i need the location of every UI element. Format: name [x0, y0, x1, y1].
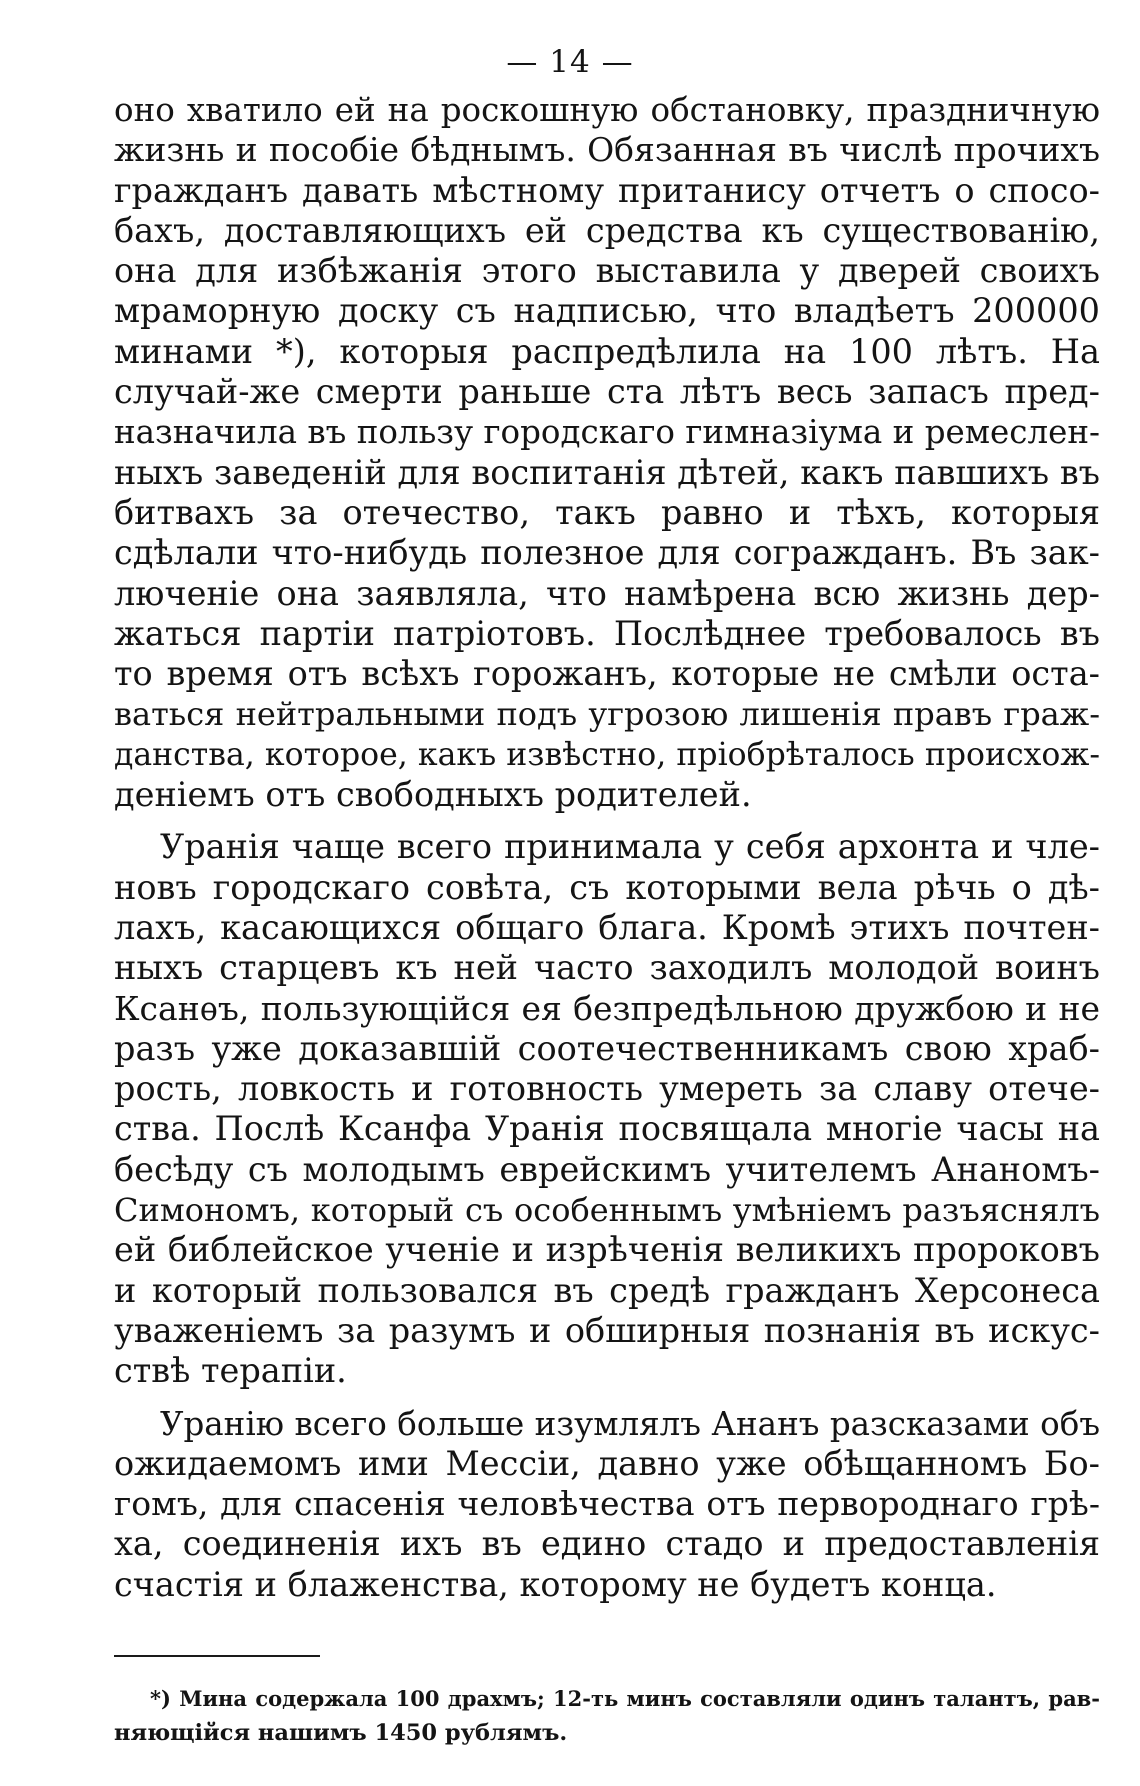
text-line: ха, соединенія ихъ въ едино стадо и предоставленія [114, 1524, 1100, 1564]
text-line: жизнь и пособіе бѣднымъ. Обязанная въ числѣ прочихъ [114, 130, 1100, 170]
text-line: то время отъ всѣхъ горожанъ, которые не смѣли оста- [114, 654, 1100, 694]
text-line: жаться партіи патріотовъ. Послѣднее требовалось въ [114, 613, 1100, 653]
text-line: сдѣлали что-нибудь полезное для согражданъ. Въ зак- [114, 533, 1100, 573]
text-line: новъ городскаго совѣта, съ которыми вела рѣчь о дѣ- [114, 867, 1100, 907]
text-line: она для избѣжанія этого выставила у дверей своихъ [114, 251, 1100, 291]
page-number: — 14 — [506, 44, 634, 80]
text-line: Уранію всего больше изумлялъ Ананъ разсказами объ [160, 1404, 1100, 1443]
body-text [114, 90, 1100, 1605]
text-line: бесѣду съ молодымъ еврейскимъ учителемъ Ананомъ- [114, 1149, 1100, 1189]
text-line: случай-же смерти раньше ста лѣтъ весь запасъ пред- [114, 372, 1100, 412]
text-line: бахъ, доставляющихъ ей средства къ существованію, [114, 210, 1100, 250]
paragraph-2 [114, 827, 1100, 1391]
footnote [114, 1682, 1100, 1750]
text-line: лахъ, касающихся общаго блага. Кромѣ этихъ почтен- [114, 907, 1100, 947]
paragraph-3 [114, 1404, 1100, 1605]
paragraph-1 [114, 90, 1100, 815]
text-line: люченіе она заявляла, что намѣрена всю жизнь дер- [114, 573, 1100, 613]
text-line: мраморную доску съ надписью, что владѣетъ 200000 [114, 291, 1100, 331]
text-line: минами *), которыя распредѣлила на 100 лѣтъ. На [114, 331, 1100, 371]
text-line: рость, ловкость и готовность умереть за славу отече- [114, 1069, 1100, 1109]
text-line: ожидаемомъ ими Мессіи, давно уже обѣщанномъ Бо- [114, 1443, 1100, 1483]
text-line: битвахъ за отечество, такъ равно и тѣхъ, которыя [114, 492, 1100, 532]
text-line: назначила въ пользу городскаго гимназіума и ремеслен- [114, 413, 1100, 452]
text-line: ствѣ терапіи. [114, 1351, 347, 1391]
text-line: и который пользовался въ средѣ гражданъ Херсонеса [114, 1270, 1100, 1310]
text-line: разъ уже доказавшій соотечественникамъ свою храб- [114, 1028, 1100, 1068]
paragraph-gap [114, 1392, 1100, 1404]
text-line: Ксанѳъ, пользующійся ея безпредѣльною дружбою и не [114, 988, 1100, 1028]
text-line: ныхъ заведеній для воспитанія дѣтей, какъ павшихъ въ [114, 452, 1100, 492]
text-line: данства, которое, какъ извѣстно, пріобрѣталось происхож- [114, 736, 1100, 773]
text-line: гомъ, для спасенія человѣчества отъ первороднаго грѣ- [114, 1484, 1100, 1524]
text-line: деніемъ отъ свободныхъ родителей. [114, 775, 752, 815]
text-line: ей библейское ученіе и изрѣченія великихъ пророковъ [114, 1230, 1100, 1270]
footnote-line: *) Мина содержала 100 драхмъ; 12-ть минъ составляли одинъ талантъ, рав- [150, 1686, 1100, 1711]
text-line: Уранія чаще всего принимала у себя архонта и чле- [160, 827, 1100, 867]
footnote-divider [114, 1655, 320, 1657]
text-line: ваться нейтральными подъ угрозою лишенія правъ граж- [114, 695, 1100, 734]
text-line: ства. Послѣ Ксанфа Уранія посвящала многіе часы на [114, 1109, 1100, 1149]
text-line: уваженіемъ за разумъ и обширныя познанія въ искус- [114, 1310, 1100, 1350]
text-line: счастія и блаженства, которому не будетъ конца. [114, 1564, 997, 1604]
paragraph-gap [114, 815, 1100, 827]
text-line: оно хватило ей на роскошную обстановку, праздничную [114, 91, 1100, 129]
text-line: гражданъ давать мѣстному пританису отчетъ о спосо- [114, 170, 1100, 210]
text-line: ныхъ старцевъ къ ней часто заходилъ молодой воинъ [114, 948, 1100, 988]
footnote-line: няющійся нашимъ 1450 рублямъ. [114, 1720, 568, 1746]
text-line: Симономъ, который съ особеннымъ умѣніемъ разъяснялъ [114, 1191, 1100, 1230]
